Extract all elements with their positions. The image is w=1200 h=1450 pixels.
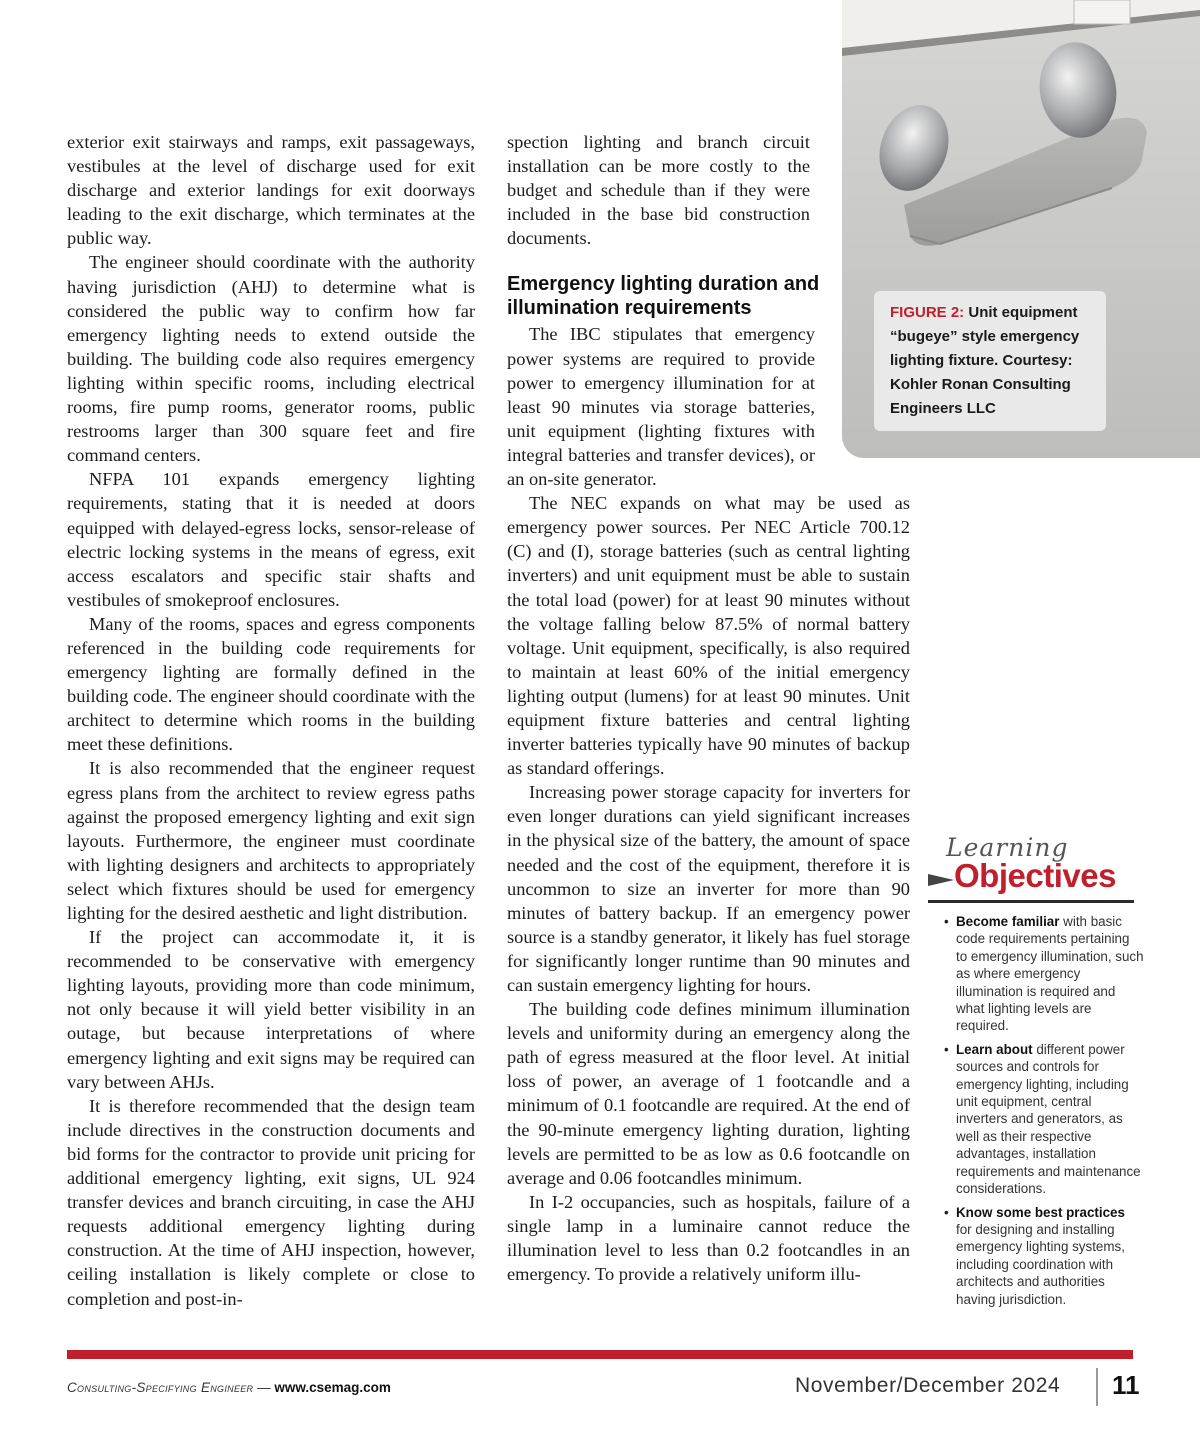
body-paragraph: If the project can accommodate it, it is recommended to be conservative with emergency lighting layouts, providing more than code minimum, not only because it will yield better visibility in an outage, but because interpretations of where emergency lighting and exit signs may be required can vary between AHJs. xyxy=(67,927,475,1092)
objectives-title: Objectives xyxy=(954,857,1116,894)
body-paragraph: The engineer should coordinate with the authority having jurisdiction (AHJ) to determine what is considered the public way to confirm how far emergency lighting needs to extend outside the building. The building code also requires emergency lighting within specific rooms, including electrical rooms, fire pump rooms, generator rooms, public restrooms larger than 300 square feet and fire command centers. xyxy=(67,252,475,466)
list-item xyxy=(944,1204,1144,1308)
body-paragraph: The NEC expands on what may be used as emergency power sources. Per NEC Article 700.12 (C) and (I), storage batteries (such as central lighting inverters) and unit equipment must be able to sustain the total load (power) for at least 90 minutes without the voltage falling below 87.5% of normal battery voltage. Unit equipment, specifically, is also required to maintain at least 60% of the initial emergency lighting output (lumens) for at least 90 minutes. Unit equipment fixture batteries and central lighting inverter batteries typically have 90 minutes of backup as standard offerings. xyxy=(507,493,910,779)
body-paragraph: It is also recommended that the engineer request egress plans from the architect to review egress paths against the proposed emergency lighting and exit sign layouts. Furthermore, the engineer must coordinate with lighting designers and architects to appropriately select which fixtures should be used for emergency lighting for the desired aesthetic and light distribution. xyxy=(67,758,475,923)
objective-text: for designing and installing emergency lighting systems, including coordination with architects and authorities having jurisdiction. xyxy=(956,1221,1125,1307)
objective-text: different power sources and controls for emergency lighting, including unit equipment, central inverters and generators, as well as their respective advantages, installation requirements and maintenance considerations. xyxy=(956,1041,1141,1197)
page-number: 11 xyxy=(1112,1370,1140,1400)
objective-text: with basic code requirements pertaining to emergency illumination, such as where emergency illumination is required and what lighting levels are required. xyxy=(956,914,1144,1034)
objective-lead: Know some best practices xyxy=(956,1204,1125,1220)
objectives-list xyxy=(944,913,1144,1314)
objective-lead: Become familiar xyxy=(956,914,1060,929)
body-paragraph: spection lighting and branch circuit installation can be more costly to the budget and schedule than if they were included in the base bid construction documents. xyxy=(507,132,810,249)
body-paragraph: Increasing power storage capacity for inverters for even longer durations can yield significant increases in the physical size of the battery, the amount of space needed and the cost of the equipment, therefore it is uncommon to size an inverter for more than 90 minutes of battery backup. If an emergency power source is a standby generator, it likely has fuel storage for significantly longer runtime than 90 minutes and can sustain emergency lighting for hours. xyxy=(507,782,910,995)
body-paragraph: NFPA 101 expands emergency lighting requirements, stating that it is needed at doors equipped with delayed-egress locks, sensor-release of electric locking systems in the means of egress, exit access escalators and specific stair shafts and vestibules of smokeproof enclosures. xyxy=(67,469,475,610)
body-paragraph: It is therefore recommended that the design team include directives in the construction documents and bid forms for the contractor to provide unit pricing for additional emergency lighting, exit signs, UL 924 transfer devices and branch circuiting, in case the AHJ requests additional emergency lighting during construction. At the time of AHJ inspection, however, ceiling installation is likely complete or close to completion and post-in- xyxy=(67,1095,475,1309)
website-link[interactable]: www.csemag.com xyxy=(274,1380,391,1395)
footer-masthead xyxy=(67,1380,391,1395)
figure-caption xyxy=(874,291,1106,431)
figure-label: FIGURE 2: xyxy=(890,304,965,321)
arrow-icon xyxy=(928,870,954,890)
body-paragraph: Many of the rooms, spaces and egress components referenced in the building code requirements for emergency lighting are formally defined in the building code. The engineer should coordinate with the architect to determine which rooms in the building meet these definitions. xyxy=(67,613,475,755)
footer-separator xyxy=(1096,1368,1098,1406)
column-left xyxy=(67,130,475,1311)
divider xyxy=(928,900,1134,903)
magazine-name: Consulting-Specifying Engineer xyxy=(67,1380,254,1395)
footer-rule xyxy=(67,1350,1133,1359)
issue-date: November/December 2024 xyxy=(795,1374,1061,1397)
section-heading: Emergency lighting duration and illumination requirements xyxy=(507,273,820,320)
objective-lead: Learn about xyxy=(956,1041,1033,1057)
list-item xyxy=(944,1041,1144,1198)
footer-dash: — xyxy=(253,1380,275,1395)
figure-caption-text: Unit equipment “bugeye” style emergency lighting fixture. Courtesy: Kohler Ronan Consulting Engineers LLC xyxy=(890,304,1080,417)
body-paragraph: The IBC stipulates that emergency power systems are required to provide power to emergency illumination for at least 90 minutes via storage batteries, unit equipment (lighting fixtures with integral batteries and transfer devices), or an on-site generator. xyxy=(507,324,815,490)
body-paragraph: In I-2 occupancies, such as hospitals, failure of a single lamp in a luminaire cannot reduce the illumination level to less than 0.2 footcandles in an emergency. To provide a relatively uniform illu- xyxy=(507,1191,910,1285)
list-item xyxy=(944,913,1144,1035)
body-paragraph: exterior exit stairways and ramps, exit passageways, vestibules at the level of discharge used for exit discharge and exterior landings for exit doorways leading to the exit discharge, which terminates at the public way. xyxy=(67,132,475,249)
body-paragraph: The building code defines minimum illumination levels and uniformity during an emergency along the path of egress measured at the floor level. At initial loss of power, an average of 1 footcandle and a minimum of 0.1 footcandle are required. At the end of the 90-minute emergency lighting duration, lighting levels are permitted to be as low as 0.6 footcandle on average and 0.06 footcandles minimum. xyxy=(507,999,910,1188)
learning-title: Learning xyxy=(946,833,1069,862)
